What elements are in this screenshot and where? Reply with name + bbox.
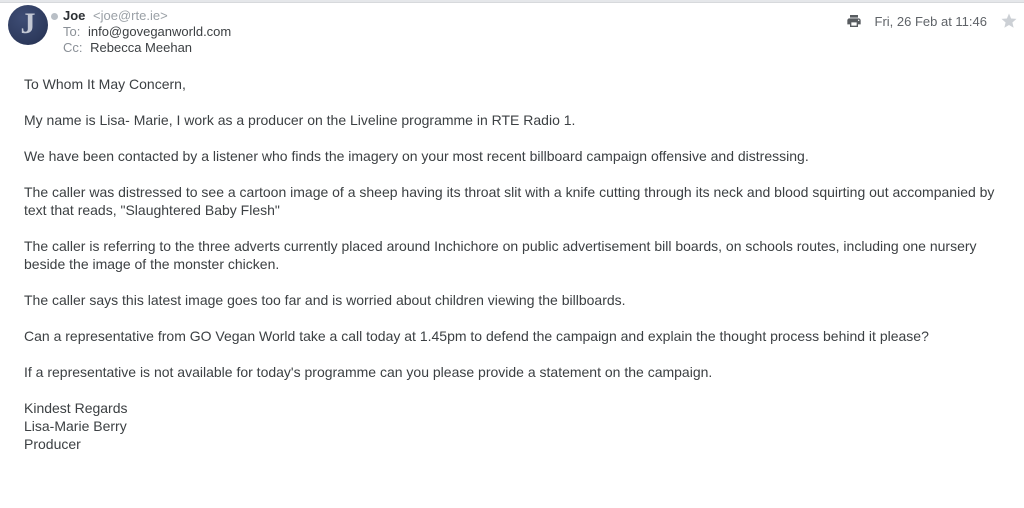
- body-paragraph: Can a representative from GO Vegan World take a call today at 1.45pm to defend the campaign and explain the thought process behind it please?: [24, 328, 929, 344]
- sender-line: [63, 8, 231, 24]
- body-paragraph: We have been contacted by a listener who finds the imagery on your most recent billboard campaign offensive and distressing.: [24, 148, 809, 164]
- body-paragraph: The caller says this latest image goes too far and is worried about children viewing the billboards.: [24, 292, 626, 308]
- body-paragraph: The caller is referring to the three adverts currently placed around Inchichore on public advertisement bill boards, on schools routes, including one nursery beside the image of the monster chicken.: [24, 238, 977, 272]
- email-body: [0, 57, 1024, 453]
- header-meta: [846, 12, 1019, 30]
- avatar[interactable]: [8, 5, 48, 45]
- printer-icon[interactable]: [846, 13, 862, 29]
- body-paragraph: If a representative is not available for today's programme can you please provide a statement on the campaign.: [24, 364, 713, 380]
- avatar-initial: J: [20, 7, 36, 40]
- cc-label: Cc:: [63, 40, 83, 55]
- body-paragraph: My name is Lisa- Marie, I work as a producer on the Liveline programme in RTE Radio 1.: [24, 112, 576, 128]
- sender-block: [63, 8, 231, 56]
- to-label: To:: [63, 24, 81, 39]
- cc-line: [63, 40, 231, 56]
- sender-email[interactable]: <joe@rte.ie>: [93, 8, 168, 23]
- to-line: [63, 24, 231, 40]
- signature-line: Lisa-Marie Berry: [24, 418, 127, 434]
- sender-name[interactable]: Joe: [63, 8, 86, 23]
- signature-line: Kindest Regards: [24, 400, 128, 416]
- unread-dot-icon: [51, 13, 58, 20]
- email-signature: [24, 399, 1002, 453]
- cc-recipient[interactable]: Rebecca Meehan: [90, 40, 193, 55]
- signature-line: Producer: [24, 436, 81, 452]
- body-paragraph: To Whom It May Concern,: [24, 76, 186, 92]
- email-timestamp: Fri, 26 Feb at 11:46: [874, 13, 987, 29]
- star-icon[interactable]: [1000, 12, 1018, 30]
- email-paragraphs: [24, 75, 1002, 381]
- to-recipient[interactable]: info@goveganworld.com: [87, 24, 232, 39]
- body-paragraph: The caller was distressed to see a cartoon image of a sheep having its throat slit with a knife cutting through its neck and blood squirting out accompanied by text that reads, "Slaughtered Baby Flesh": [24, 184, 995, 218]
- email-header: [0, 3, 1024, 57]
